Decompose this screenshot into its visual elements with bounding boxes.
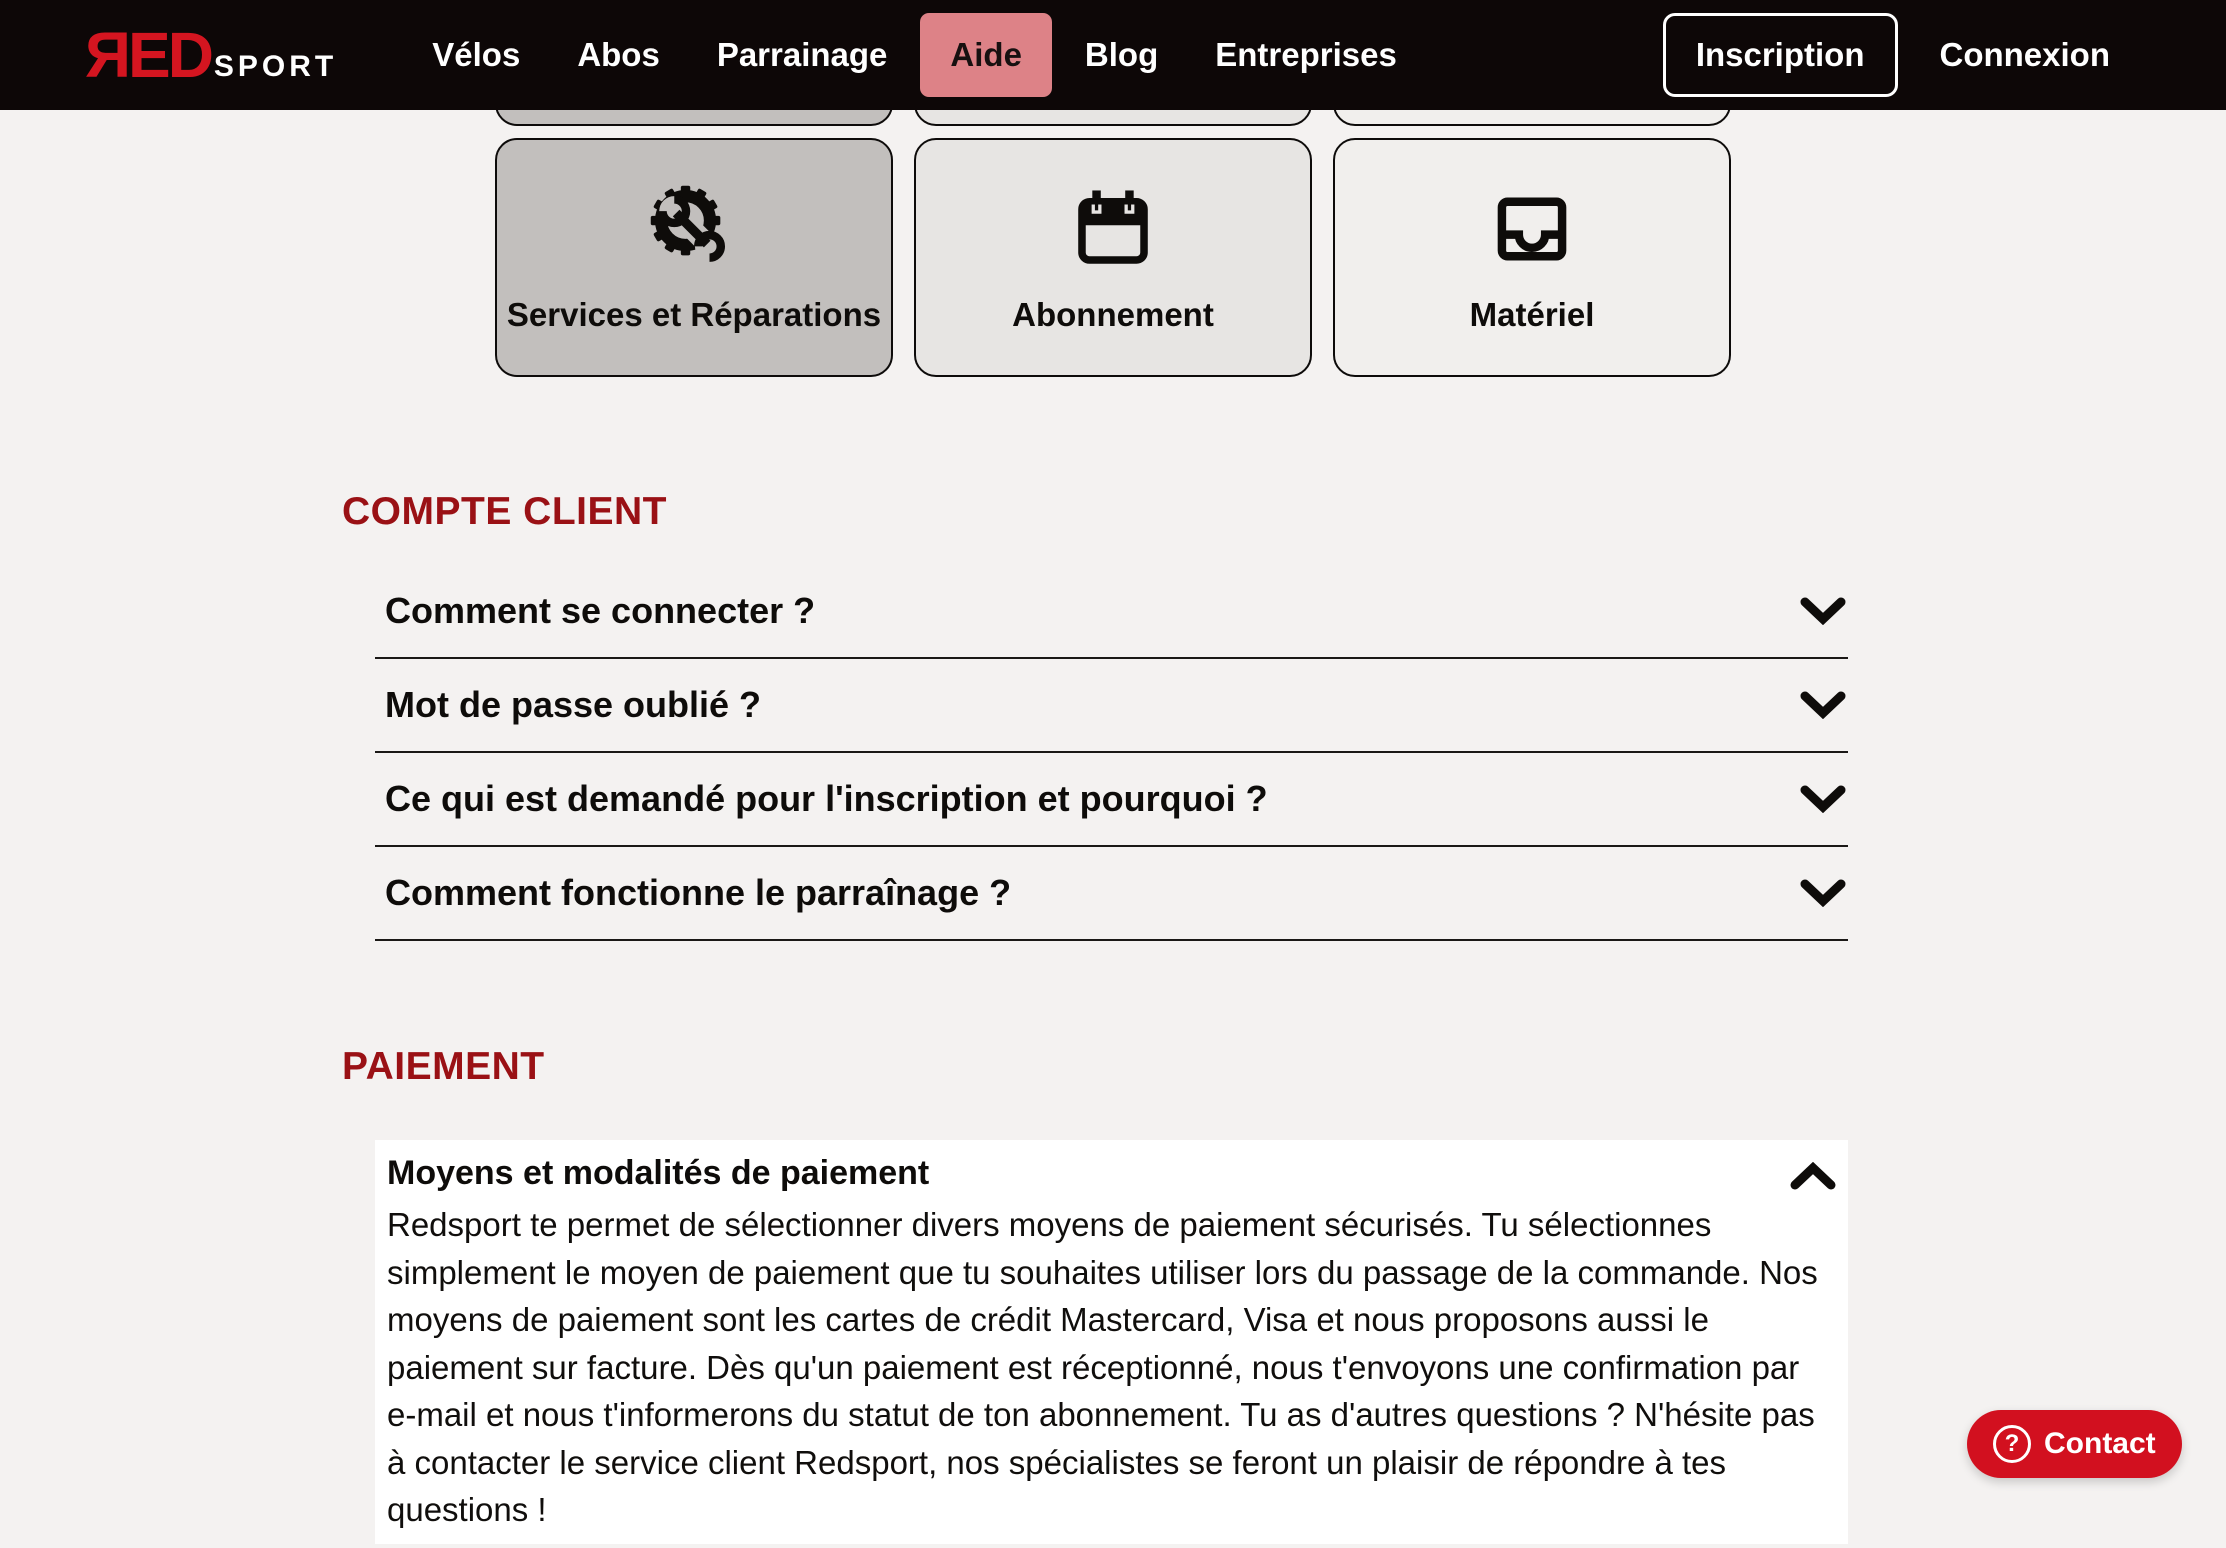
chevron-up-icon[interactable]	[1790, 1162, 1836, 1190]
nav-item-parrainage[interactable]: Parrainage	[716, 36, 888, 73]
category-card-label: Matériel	[1469, 295, 1595, 333]
nav-item-aide[interactable]: Aide	[920, 13, 1052, 97]
logo-sport-text: SPORT	[213, 50, 338, 84]
category-card-services-reparations[interactable]	[495, 138, 893, 377]
faq-list-paiement	[375, 1140, 1848, 1548]
chevron-down-icon[interactable]	[1800, 879, 1846, 907]
logo-red-text: ЯED	[85, 18, 211, 91]
category-card-materiel[interactable]	[1333, 138, 1731, 377]
faq-item[interactable]	[375, 847, 1848, 941]
faq-question: Ce qui est demandé pour l'inscription et pourquoi ?	[385, 778, 1268, 819]
chevron-down-icon[interactable]	[1800, 597, 1846, 625]
faq-section-paiement	[342, 1047, 1848, 1548]
chevron-down-icon[interactable]	[1800, 691, 1846, 719]
connexion-link[interactable]: Connexion	[1939, 36, 2110, 73]
inbox-icon	[1485, 182, 1579, 276]
faq-list-compte-client	[375, 565, 1848, 941]
category-cards-row	[0, 138, 2226, 377]
section-title-paiement: PAIEMENT	[342, 1045, 545, 1088]
faq-item[interactable]	[375, 659, 1848, 753]
category-card-label: Services et Réparations	[506, 295, 882, 333]
faq-question: Comment se connecter ?	[385, 590, 816, 631]
nav-item-velos[interactable]: Vélos	[432, 36, 521, 73]
category-card-label: Abonnement	[1012, 295, 1214, 333]
navbar-actions	[1663, 13, 2110, 97]
contact-button[interactable]	[1967, 1410, 2182, 1478]
calendar-icon	[1066, 182, 1160, 276]
category-card-abonnement[interactable]	[914, 138, 1312, 377]
logo[interactable]	[85, 18, 338, 91]
main-nav	[432, 0, 1397, 110]
faq-item-expanded[interactable]	[375, 1140, 1848, 1544]
nav-item-entreprises[interactable]: Entreprises	[1215, 36, 1397, 73]
faq-item[interactable]	[375, 753, 1848, 847]
faq-answer: Redsport te permet de sélectionner divers moyens de paiement sécurisés. Tu sélectionnes simplement le moyen de paiement que tu souhaites utiliser lors du passage de la commande. Nos moyens de paiement sont les cartes de crédit Mastercard, Visa et nous proposons aussi le paiement sur facture. Dès qu'un paiement est réceptionné, nous t'envoyons une confirmation par e-mail et nous t'informerons du statut de ton abonnement. Tu as d'autres questions ? N'hésite pas à contacter le service client Redsport, nos spécialistes se feront un plaisir de répondre à tes questions !	[387, 1206, 1818, 1528]
nav-item-blog[interactable]: Blog	[1084, 36, 1159, 73]
faq-section-compte-client	[342, 492, 1848, 941]
contact-button-label: Contact	[2044, 1427, 2156, 1460]
nav-item-abos[interactable]: Abos	[577, 36, 660, 73]
faq-item-header[interactable]	[387, 1154, 1828, 1193]
faq-item[interactable]	[375, 565, 1848, 659]
navbar	[0, 0, 2226, 110]
chevron-down-icon[interactable]	[1800, 785, 1846, 813]
faq-question: Moyens et modalités de paiement	[387, 1154, 930, 1192]
faq-question: Mot de passe oublié ?	[385, 684, 762, 725]
faq-content	[342, 492, 1848, 1548]
section-title-compte-client: COMPTE CLIENT	[342, 490, 667, 533]
gear-wrench-icon	[647, 182, 741, 276]
inscription-button[interactable]: Inscription	[1663, 13, 1898, 97]
question-mark-icon: ?	[1993, 1425, 2031, 1463]
faq-question: Comment fonctionne le parraînage ?	[385, 872, 1012, 913]
